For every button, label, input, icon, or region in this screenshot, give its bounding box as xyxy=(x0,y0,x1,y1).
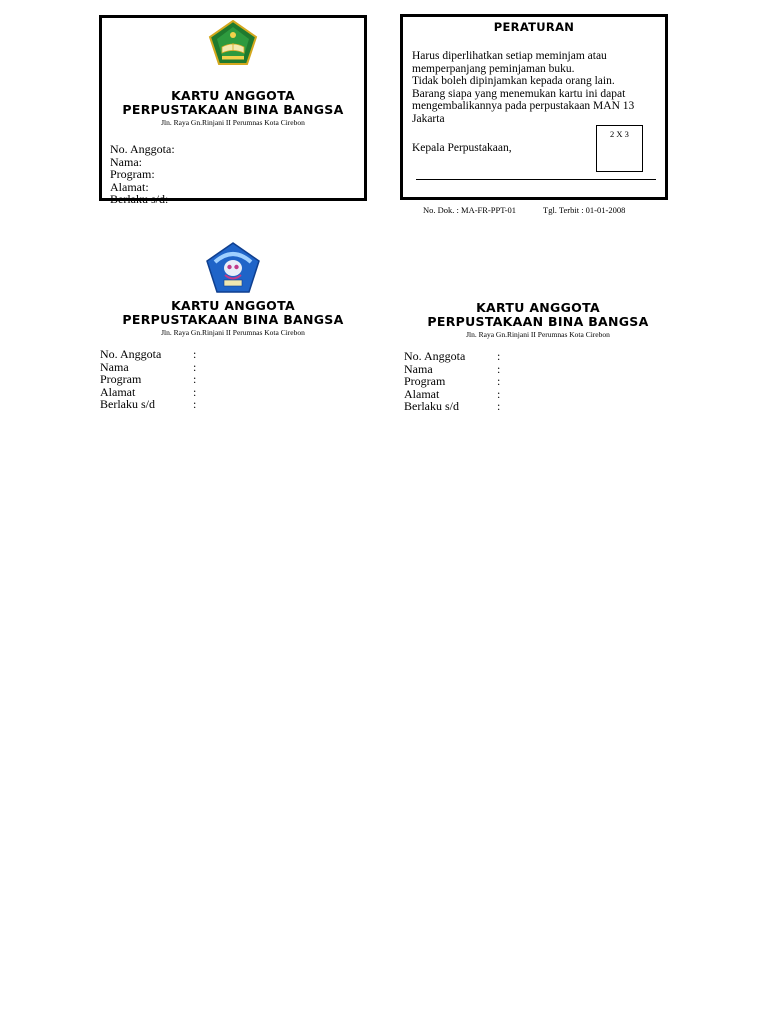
rule-line: Harus diperlihatkan setiap meminjam atau xyxy=(412,50,607,62)
photo-box xyxy=(596,125,643,172)
address: Jln. Raya Gn.Rinjani II Perumnas Kota Cirebon xyxy=(161,328,305,337)
field-nama: Nama: xyxy=(110,154,142,169)
title-line-1: KARTU ANGGOTA xyxy=(171,88,295,103)
rule-line: Barang siapa yang menemukan kartu ini dapat xyxy=(412,87,626,100)
field-colon: : xyxy=(193,397,197,411)
field-colon: : xyxy=(193,359,197,374)
kemenag-emblem-icon xyxy=(208,20,258,66)
field-colon: : xyxy=(497,361,501,376)
field-colon: : xyxy=(193,347,197,361)
title-line-1: KARTU ANGGOTA xyxy=(171,298,295,313)
field-colon: : xyxy=(497,386,501,401)
field-label-nama: Nama xyxy=(404,361,433,376)
field-label-no-anggota: No. Anggota xyxy=(404,349,466,363)
field-row xyxy=(404,400,544,413)
title-line-1: KARTU ANGGOTA xyxy=(476,300,600,315)
rule-line: Jakarta xyxy=(412,112,445,125)
field-alamat: Alamat: xyxy=(110,179,149,194)
rule-line: memperpanjang peminjaman buku. xyxy=(412,62,575,75)
address: Jln. Raya Gn.Rinjani II Perumnas Kota Cirebon xyxy=(161,118,305,127)
field-label-alamat: Alamat xyxy=(100,384,136,399)
field-label-alamat: Alamat xyxy=(404,386,440,401)
title-line-2: PERPUSTAKAAN BINA BANGSA xyxy=(122,312,344,327)
card-left-fields xyxy=(100,348,240,411)
rules-list xyxy=(412,50,662,125)
rule-line: Tidak boleh dipinjamkan kepada orang lain. xyxy=(412,75,615,87)
field-label-program: Program xyxy=(100,372,142,386)
field-label-no-anggota: No. Anggota xyxy=(100,347,162,361)
card-right-fields xyxy=(404,350,544,413)
field-colon: : xyxy=(497,399,501,413)
rules-heading: PERATURAN xyxy=(493,20,575,34)
field-program: Program: xyxy=(110,167,155,181)
signature-label: Kepala Perpustakaan, xyxy=(412,142,512,154)
field-label-berlaku: Berlaku s/d xyxy=(100,397,155,411)
field-colon: : xyxy=(497,349,501,363)
field-colon: : xyxy=(497,374,501,388)
address: Jln. Raya Gn.Rinjani II Perumnas Kota Cirebon xyxy=(466,330,610,339)
field-row xyxy=(100,348,240,361)
field-label-program: Program xyxy=(404,374,446,388)
title-line-2: PERPUSTAKAAN BINA BANGSA xyxy=(427,314,649,329)
card-left-title xyxy=(100,299,366,337)
field-berlaku: Berlaku s/d: xyxy=(110,192,169,206)
field-row xyxy=(100,398,240,411)
field-row xyxy=(404,350,544,363)
card-front-title xyxy=(102,89,364,127)
field-row xyxy=(100,373,240,386)
field-label-berlaku: Berlaku s/d xyxy=(404,399,459,413)
field-label-nama: Nama xyxy=(100,359,129,374)
field-colon: : xyxy=(193,372,197,386)
field-row xyxy=(404,375,544,388)
signature-line xyxy=(416,179,656,180)
issue-date: Tgl. Terbit : 01-01-2008 xyxy=(543,205,626,215)
card-right-title xyxy=(404,301,672,339)
rule-line: mengembalikannya pada perpustakaan MAN 13 xyxy=(412,100,635,112)
field-colon: : xyxy=(193,384,197,399)
doc-number: No. Dok. : MA-FR-PPT-01 xyxy=(423,205,516,215)
field-no-anggota: No. Anggota: xyxy=(110,142,175,156)
title-line-2: PERPUSTAKAAN BINA BANGSA xyxy=(122,102,344,117)
card-front-fields xyxy=(110,143,175,206)
school-shield-emblem-icon xyxy=(205,242,261,294)
photo-size-label: 2 X 3 xyxy=(610,129,629,139)
